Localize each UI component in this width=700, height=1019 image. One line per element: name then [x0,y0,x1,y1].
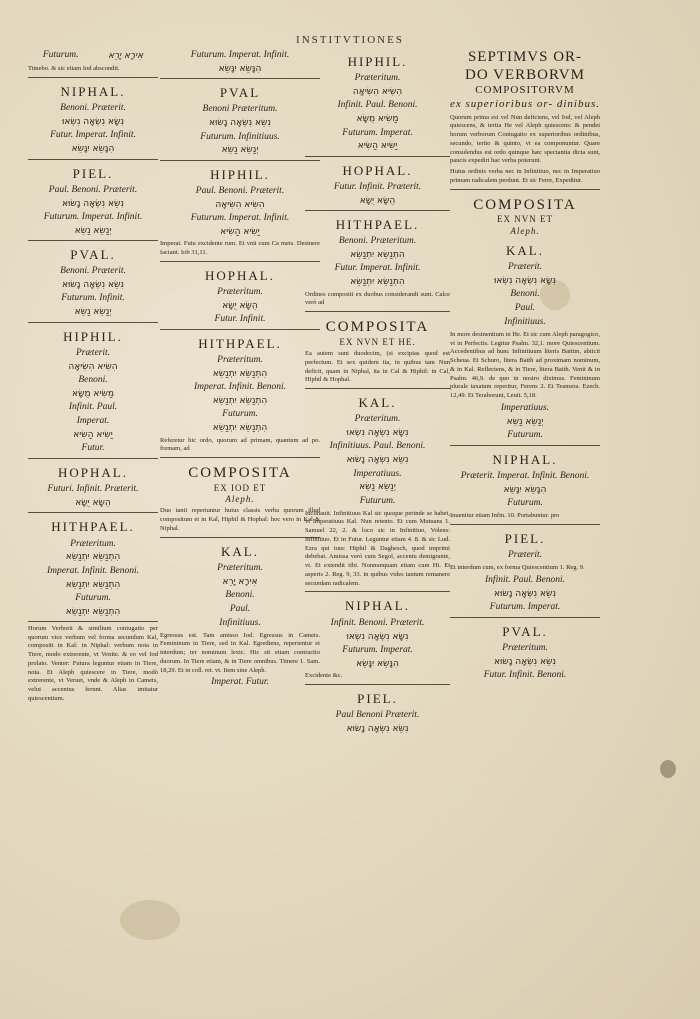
body-text: Inclinauit. Infinitiuus Kal sic quoque perinde se habet, vt Imperatiuus Kal. Nun retento. Et cum Mutuans 1. Samuel 22, 2. & loco sic in Infinitiuo, Volens: Infinitiuo. Et in Futur. Leguntur etiam 4. 8. & sic Lud. Ezra qui tunc Hiphil & Daghesch, quod imprimi debebat. Amissa verò cum Segol, accentu demigrante, vt. Et extendit tibi. Nonnunquam etiam cum Hi. Et asperis 2. Reg. 9, 33. in quibus vides tantum remanere secundam radicalem. [305,509,450,587]
divider [28,77,158,78]
hebrew-forms: הִשִּׂיא הִשִּׂיאָה [215,199,265,210]
paradigm-labels: Futur. Infinit. Benoni. [483,670,567,681]
paradigm-labels: Futurum. [359,495,396,506]
paradigm-labels: Paul. Benoni. Præterit. [195,185,285,196]
section-heading: HITHPAEL. [335,217,420,232]
paradigm-labels: Benoni. [510,289,540,300]
hebrew-forms: נִשֵּׂא נִשְּׂאָה נָשׂוּא [493,657,557,668]
hebrew-forms: נִשָּׂא נִשְׂאָה נִשְׂאוּ [346,428,409,439]
paradigm-labels: Futurum. Infinitiuus. [200,131,280,142]
body-text: Ea autem sunt duodecim, (si excipias quod est perfectum. Et sex quidem ita, in quibus tam Nun deficit, quam in Niphal, ita in Cal & Hiphil: in Cal, Hiphil & Hophal. [305,350,450,384]
paradigm-labels: Infinitiuus. Paul. Benoni. [329,441,426,452]
paradigm-labels: Imperat. Infinit. Benoni. [46,565,140,576]
paradigm-labels: Infinit. Paul. [68,402,118,413]
hebrew-forms: הִתְנַשֵּׂא יִתְנַשֵּׂא [65,552,121,563]
paradigm-labels: Præteritum. [70,538,116,549]
divider [28,159,158,160]
paradigm-labels: Præteritum. [217,286,263,297]
paradigm-labels: Futurum. Imperat. Infinit. [190,213,290,223]
hebrew-forms: נִשֵּׂא נִשְּׂאָה נָשׂוּא [61,198,125,209]
hebrew-forms: נִשֵּׂא נִשְּׂאָה נָשׂוּא [346,455,409,466]
paradigm-labels: Præteritum. [502,643,548,654]
paradigm-labels: Imperatiuus. [500,403,550,413]
note: Excidente &c. [305,671,343,679]
chapter-title: SEPTIMVS OR- [467,49,583,65]
paradigm-labels: Futuri. Infinit. Præterit. [47,484,139,495]
body-text: In more desinentium in He. Et sic cum Aleph paragogico, vt in Perfectis. Legitur Psalm. 32,1. more Quiescentium. Accedentibus ad hunc Infinitiuum literis Baitim, abiicit Scheua. Et Schuro, litera Baith ad proximam nominum, & in Kal. Reflectens, & in Tiere, litera Baith. Venit & in Psalm. 46,9. de quo in nostro diximus. Femininum plurale taxatum reperitur, Ferens 2. Et Teamera. Ezech. 12,49. Et Teraborunt, Leuit. 5,18. [450,330,600,400]
paradigm-labels: Præteritum. [354,414,401,425]
paradigm-labels: Imperat. [76,415,110,426]
paradigm-labels: Præterit. Imperat. Infinit. Benoni. [460,471,590,482]
divider [160,160,320,161]
paradigm-labels: Benoni Præteritum. [202,104,278,115]
divider [450,617,600,618]
paradigm-labels: Benoni. Præterit. [60,103,126,114]
divider [28,621,158,622]
body-text: Horum Verborū & similium coniugatio per quorum vice verbum vel forma secundum Kal, compositi in Kal: in Niphal: verbum nota in Tiere, modo extrerente, vt Venite. & eo vel Iod prolato. Venter: Futura leguntur etiam in Tiere, nota. Et Aleph quiescere in Tiere, modò extrerente, vt Veruet, vnde & Aleph in Camets, velut accentus ferunt. Alias imitatur quiescentium. [28,624,158,703]
chapter-subtitle: ex superioribus or- dinibus. [450,97,600,110]
section-heading: PIEL. [72,165,114,181]
paradigm-labels: Futurum. Imperat. Infinit. [43,211,143,222]
divider [450,189,600,190]
hebrew-forms: נִשֵּׂא נִשְּׂאָה נָשׂוּא [346,723,409,734]
hebrew-forms: הִתְנַשֵּׂא יִתְנַשֵּׂא [212,369,268,380]
running-head: INSTITVTIONES [296,34,404,46]
paradigm-labels: Benoni. Præterit. [60,266,126,277]
section-subheading: EX NVN ET HE. [339,336,416,347]
paradigm-labels: Paul. Benoni. Præterit. [48,184,138,195]
section-heading: NIPHAL. [345,598,410,614]
divider [28,458,158,459]
hebrew-forms: נִשֵּׂא נִשְּׂאָה נָשׂוּא [493,588,557,599]
paradigm-labels: Præterit. [75,347,111,358]
paradigm-labels: Futurum. [75,592,111,603]
paradigm-labels: Præteritum. [217,562,263,573]
section-heading: COMPOSITA [473,196,577,213]
column-3 [305,48,450,736]
paradigm-labels: Paul. [514,303,536,314]
paradigm-labels: Futurum. [222,409,258,420]
chapter-title: COMPOSITORVM [475,84,575,96]
paradigm-labels: Futur. Imperat. Infinit. [50,130,136,141]
section-heading: HITHPAEL. [51,519,135,535]
section-heading: KAL. [506,242,544,258]
divider [305,156,450,157]
paradigm-labels: Præterit. [507,550,543,561]
paradigm-labels: Futurum. Imperat. [342,644,413,655]
paradigm-labels: Imperat. Futur. [211,677,269,688]
hebrew-forms: הִתְנַשֵּׂא יִתְנַשֵּׂא [65,579,121,590]
paradigm-labels: Benoni. Præteritum. [338,236,417,247]
section-heading: NIPHAL. [60,84,126,100]
hebrew-forms: הִתְנַשֵּׂא יִתְנַשֵּׂא [350,277,405,288]
note: Inuenitur etiam Infin. 10. Portabuntur. pro [450,512,560,520]
hebrew-forms: הִתְנַשֵּׂא יִתְנַשֵּׂא [212,423,268,434]
divider [305,591,450,592]
paradigm-labels: Imperatiuus. [353,468,402,479]
paradigm-labels: Futurum. [507,430,543,441]
note: Referetur hic ordo, quorum ad primam, quantum ad po. fremam, ad [160,436,320,453]
section-subheading: EX IOD ET [213,482,267,493]
paradigm-labels: Futur. Infinit. [214,314,266,325]
paradigm-labels: Futurum. Imperat. [489,602,561,613]
section-heading: PVAL. [502,623,548,639]
body-text: Huius ordinis verba nec in Infinitiuo, nec in Imperatiuo primam radicalem perdunt. Et sic Ferre, Expeditur. [450,168,600,184]
paradigm-labels: Infinit. Paul. Benoni. [337,100,418,111]
divider [160,261,320,262]
paradigm-labels: Imperat. Infinit. Benoni. [193,382,287,393]
section-heading: HITHPAEL. [198,335,282,351]
paradigm-labels: Benoni. [225,589,255,600]
hebrew-forms: הִנָּשֵׂא יִנָּשֵׂא [71,144,115,155]
hebrew-forms: הִתְנַשֵּׂא יִתְנַשֵּׂא [350,250,405,261]
hebrew-forms: הִשִּׂיא הִשִּׂיאָה [352,87,403,98]
section-heading: NIPHAL. [492,452,558,467]
hebrew-forms: יְנַשֵּׂא נַשֵּׂא [74,307,112,318]
section-heading: PVAL. [70,247,116,263]
column-1 [28,48,158,706]
paradigm-labels: Paul. [229,603,251,614]
column-4 [450,48,600,684]
paradigm-labels: Infinit. Benoni. Præterit. [330,617,425,628]
section-subheading: Aleph. [225,494,255,505]
divider [305,388,450,389]
section-heading: HIPHIL. [210,166,270,182]
paradigm-labels: Infinitiuus. [504,317,546,327]
hebrew-forms: הֻשָּׂא יֻשָּׂא [222,300,258,311]
section-heading: HIPHIL. [347,54,408,69]
paradigm-labels: Futur. [81,443,105,454]
hebrew-forms: יַשִּׂיא הַשִּׂיא [220,226,260,237]
section-heading: KAL. [358,395,397,411]
paradigm-labels: Præteritum. [217,355,263,366]
section-heading: HOPHAL. [205,267,275,283]
divider [28,322,158,323]
paradigm-labels: Futurum. Infinit. [61,293,125,304]
hebrew-forms: הֻשָּׂא יֻשָּׂא [359,195,396,206]
paradigm-labels: Præteritum. [354,73,401,84]
note: Timebo. & sic etiam Iod abscondit. [28,65,120,73]
hebrew-forms: נִשֵּׂא נִשְּׂאָה נָשׂוּא [208,118,272,129]
divider [160,457,320,458]
paradigm-labels: Futur. Imperat. Infinit. [334,263,421,274]
chapter-title: DO VERBORVM [465,67,585,83]
paradigm-labels: Futurum. [507,498,543,509]
divider [160,329,320,330]
note: Imperat. Futu excidente rum. Et vnū cum Ca mets. Desinere faciant. Iob 31,11. [160,240,320,256]
hebrew-forms: יְנַשֵּׂא נַשֵּׂא [74,225,112,236]
paradigm-labels: Futur. Infinit. Præterit. [333,181,422,192]
hebrew-forms: יְנַשֵּׂא נַשֵּׂא [221,145,259,156]
section-subheading: Aleph. [510,225,540,236]
body-text: Quorum prima est vel Nun deficiens, vel Iod, vel Aleph quiescens, & tertia He vel Aleph quiescens: & pendet horum verborum Coniugatio ex superioribus ordinibus, secundo, tertio & quinto, vt ea componuntur. Quare consulendus est ordo quinque hæc spectantia dicta sunt, paucis expediri hac verba poterunt. [450,113,600,165]
body-text: Egressus est. Tam amisso Iod. Egressus in Camets. Femininum in Tiere, sed in Kal. Egrediens, reperientur et interdum; ter nominum lexic. Hic sit etiam contractio duorum. In Tiere etiam, & in Tiere omnibus. Timere 1. Sam. 18,29. Et in coll. ret. vt. Item sine Aleph. [160,631,320,674]
divider [28,240,158,241]
divider [305,684,450,685]
hebrew-forms: מַשִּׂיא מֻשָּׂא [72,388,114,399]
section-heading: COMPOSITA [325,319,430,336]
hebrew-forms: יַשִּׂיא הַשִּׂיא [357,141,398,152]
page-stain [120,900,180,940]
column-2 [160,48,320,691]
paradigm-labels: Paul Benoni Præterit. [335,710,420,720]
divider [28,512,158,513]
note: Et interdum cum, ex forma Quiescentium 1. Reg. 9. [450,564,585,572]
hebrew-forms: יְנַשֵּׂא נַשֵּׂא [506,416,544,427]
paradigm-labels: Infinitiuus. [219,617,261,628]
hebrew-forms: נִשָּׂא נִשְׂאָה נִשְׂאוּ [493,276,557,286]
divider [160,537,320,538]
section-heading: HOPHAL. [342,162,413,178]
hebrew-forms: נִשָּׂא נִשְׂאָה נִשְׂאוּ [61,117,125,128]
text-line: Futurum. אִירָא יָרֵא [42,50,144,61]
divider [450,445,600,446]
section-heading: PIEL. [357,690,398,706]
paradigm-labels: Præterit. [507,262,543,273]
hebrew-forms: יַשִּׂיא הַשִּׂיא [73,429,113,440]
divider [305,210,450,211]
section-heading: HOPHAL. [58,464,128,480]
section-heading: PIEL. [504,531,546,547]
hebrew-forms: אִירָא יָרֵא [222,576,258,587]
hebrew-forms: נִשֵּׂא נִשְּׂאָה נָשׂוּא [61,280,125,291]
section-heading: KAL. [221,543,259,559]
body-text: Duo tanti reperiuntur huius classis verba quorum illud compositum et in Kal, Hiphil & Hophal: hoc vero in Kal & Niphal. [160,507,320,532]
note: Ordines compositi ex duobus considerandi sunt. Calce verò ad [305,290,450,307]
hebrew-forms: הִשִּׂיא הִשִּׂיאָה [68,361,118,372]
hebrew-forms: הֻשָּׂא יֻשָּׂא [75,498,111,509]
hebrew-forms: יְנַשֵּׂא נַשֵּׂא [359,482,396,493]
section-heading: PVAL [219,85,261,101]
hebrew-forms: נִשָּׂא נִשְׂאָה נִשְׂאוּ [346,631,409,642]
paradigm-labels: Futurum. Imperat. Infinit. [190,50,290,60]
paradigm-labels: Benoni. [78,374,108,385]
hebrew-forms: הִתְנַשֵּׂא יִתְנַשֵּׂא [212,396,268,407]
section-heading: COMPOSITA [188,465,292,482]
hebrew-forms: הִנָּשֵׂא יִנָּשֵׂא [356,658,399,669]
divider [305,311,450,312]
divider [450,524,600,525]
hebrew-forms: הִנָּשֵׂא יִנָּשֵׂא [503,485,547,496]
page-stain [660,760,676,778]
hebrew-forms: מַשִּׂיא מֻשָּׂא [356,114,399,125]
divider [160,78,320,79]
paradigm-labels: Infinit. Paul. Benoni. [485,574,565,585]
hebrew-forms: הִתְנַשֵּׂא יִתְנַשֵּׂא [65,606,121,617]
paradigm-labels: Futurum. Imperat. [342,127,413,138]
hebrew-forms: הִנָּשֵׂא יִנָּשֵׂא [218,63,262,74]
section-subheading: EX NVN ET [497,214,553,225]
section-heading: HIPHIL. [63,328,123,344]
